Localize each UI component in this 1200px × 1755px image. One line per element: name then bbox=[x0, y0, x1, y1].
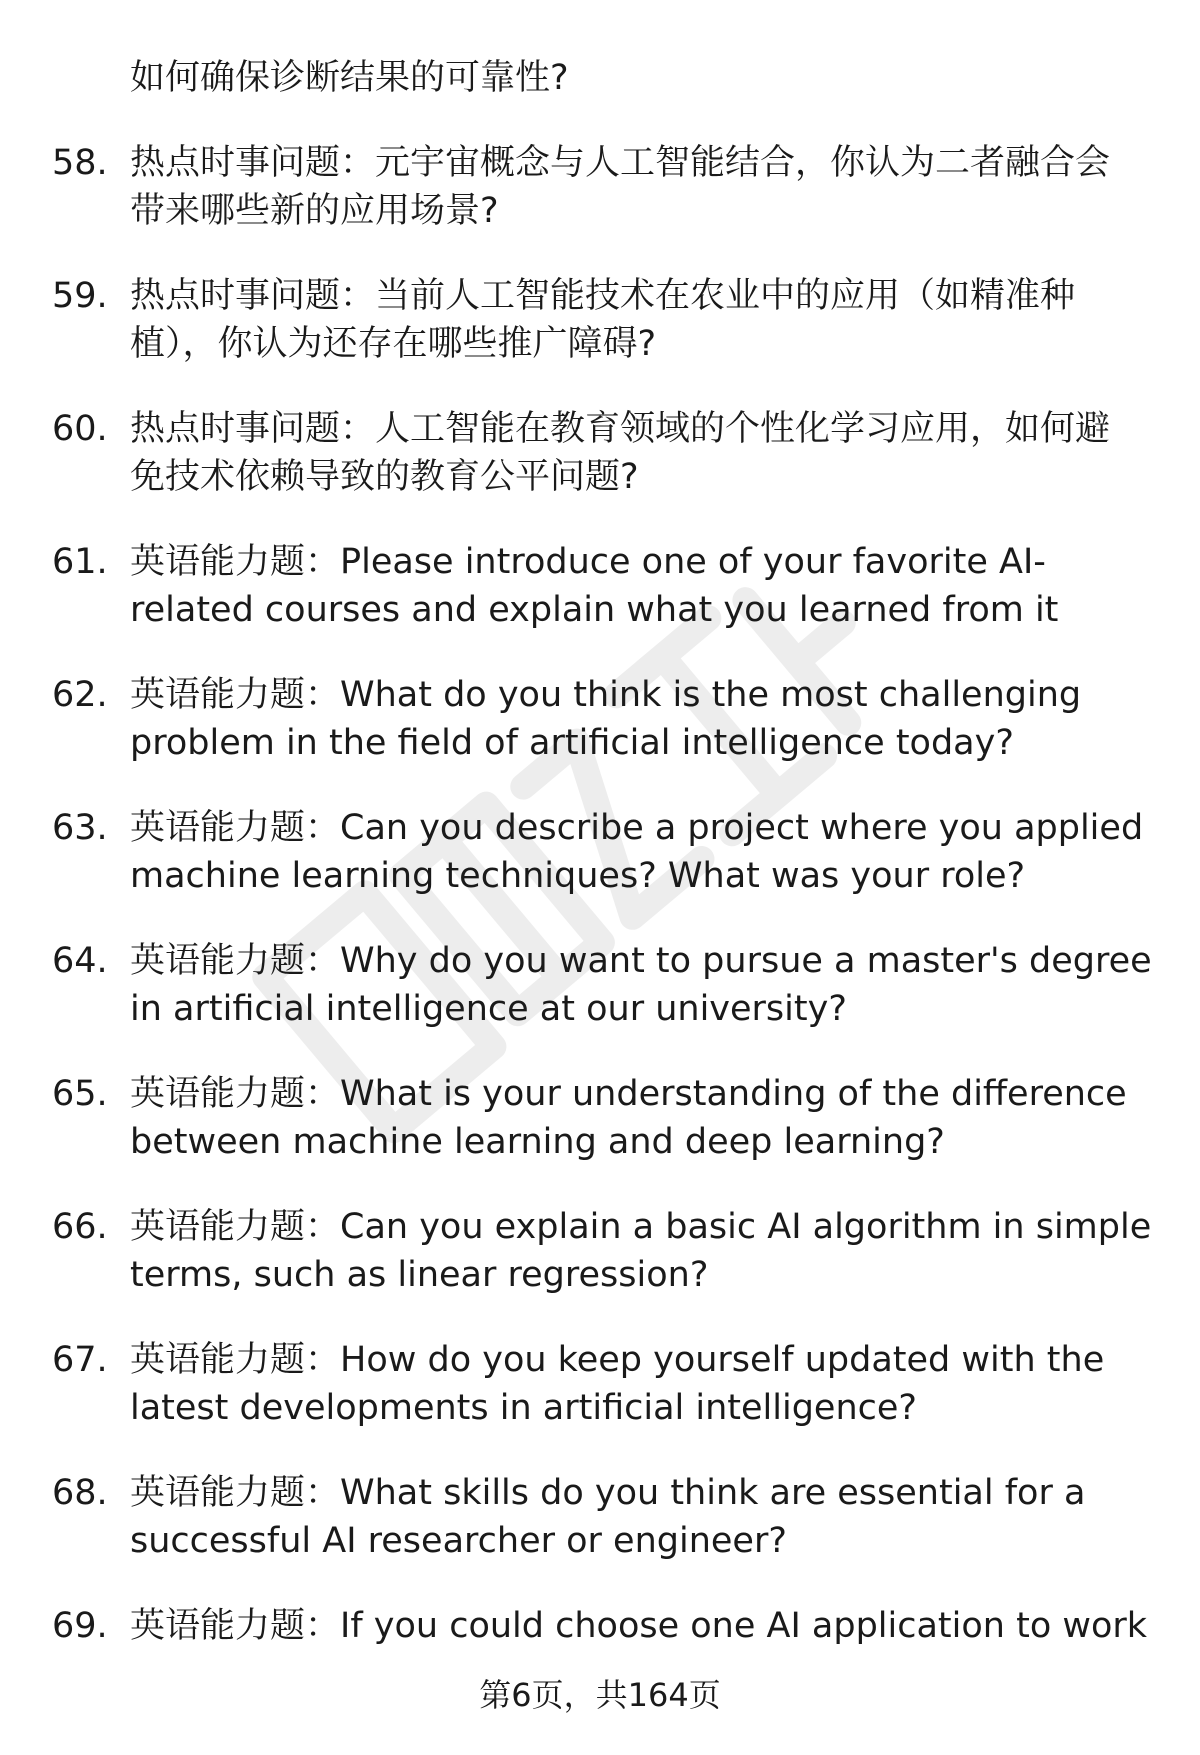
item-text-line: 英语能力题：Can you explain a basic AI algorithm in simple bbox=[130, 1207, 1152, 1247]
item-text-line: related courses and explain what you learned from it bbox=[130, 590, 1059, 630]
item-text-line: 英语能力题：Please introduce one of your favorite AI- bbox=[130, 542, 1046, 582]
list-item bbox=[0, 1602, 1200, 1650]
item-text-line: 热点时事问题：当前人工智能技术在农业中的应用（如精准种 bbox=[130, 276, 1076, 316]
item-text-line: between machine learning and deep learning? bbox=[130, 1122, 945, 1162]
item-number: 66. bbox=[52, 1207, 108, 1247]
item-text-line: 英语能力题：How do you keep yourself updated with the bbox=[130, 1340, 1105, 1380]
item-number: 62. bbox=[52, 675, 108, 715]
item-text-line: 英语能力题：If you could choose one AI application to work bbox=[130, 1606, 1148, 1646]
item-number: 60. bbox=[52, 409, 108, 449]
item-number: 61. bbox=[52, 542, 108, 582]
item-text-line: in artificial intelligence at our university? bbox=[130, 989, 847, 1029]
list-item bbox=[0, 804, 1200, 900]
item-text-line: successful AI researcher or engineer? bbox=[130, 1521, 787, 1561]
item-text-line: problem in the field of artificial intelligence today? bbox=[130, 723, 1014, 763]
item-text-line: 英语能力题：What do you think is the most challenging bbox=[130, 675, 1082, 715]
item-number: 67. bbox=[52, 1340, 108, 1380]
list-item bbox=[0, 671, 1200, 767]
list-item bbox=[0, 405, 1200, 501]
item-text-line: latest developments in artificial intelligence? bbox=[130, 1388, 918, 1428]
item-text-line: 植），你认为还存在哪些推广障碍? bbox=[130, 324, 657, 364]
continuation-line: 如何确保诊断结果的可靠性? bbox=[130, 58, 569, 98]
list-item bbox=[0, 1203, 1200, 1299]
list-item bbox=[0, 139, 1200, 235]
item-text-line: 免技术依赖导致的教育公平问题? bbox=[130, 457, 639, 497]
item-number: 58. bbox=[52, 143, 108, 183]
question-list bbox=[0, 54, 1200, 1687]
item-number: 69. bbox=[52, 1606, 108, 1646]
item-number: 68. bbox=[52, 1473, 108, 1513]
page-footer: 第6页，共164页 bbox=[479, 1676, 721, 1714]
item-text-line: 英语能力题：What skills do you think are essential for a bbox=[130, 1473, 1086, 1513]
item-text-line: terms, such as linear regression? bbox=[130, 1255, 709, 1295]
item-text-line: 英语能力题：Why do you want to pursue a master's degree bbox=[130, 941, 1152, 981]
item-text-line: machine learning techniques? What was your role? bbox=[130, 856, 1026, 896]
item-text-line: 热点时事问题：元宇宙概念与人工智能结合，你认为二者融合会 bbox=[130, 143, 1111, 183]
item-number: 65. bbox=[52, 1074, 108, 1114]
item-number: 59. bbox=[52, 276, 108, 316]
list-item bbox=[0, 1469, 1200, 1565]
item-text-line: 热点时事问题：人工智能在教育领域的个性化学习应用，如何避 bbox=[130, 409, 1111, 449]
list-item bbox=[0, 1070, 1200, 1166]
item-text-line: 英语能力题：Can you describe a project where you applied bbox=[130, 808, 1144, 848]
list-item bbox=[0, 538, 1200, 634]
list-item bbox=[0, 272, 1200, 368]
item-text-line: 英语能力题：What is your understanding of the difference bbox=[130, 1074, 1127, 1114]
item-number: 63. bbox=[52, 808, 108, 848]
item-number: 64. bbox=[52, 941, 108, 981]
list-item bbox=[0, 1336, 1200, 1432]
list-item bbox=[0, 937, 1200, 1033]
item-text-line: 带来哪些新的应用场景? bbox=[130, 191, 499, 231]
